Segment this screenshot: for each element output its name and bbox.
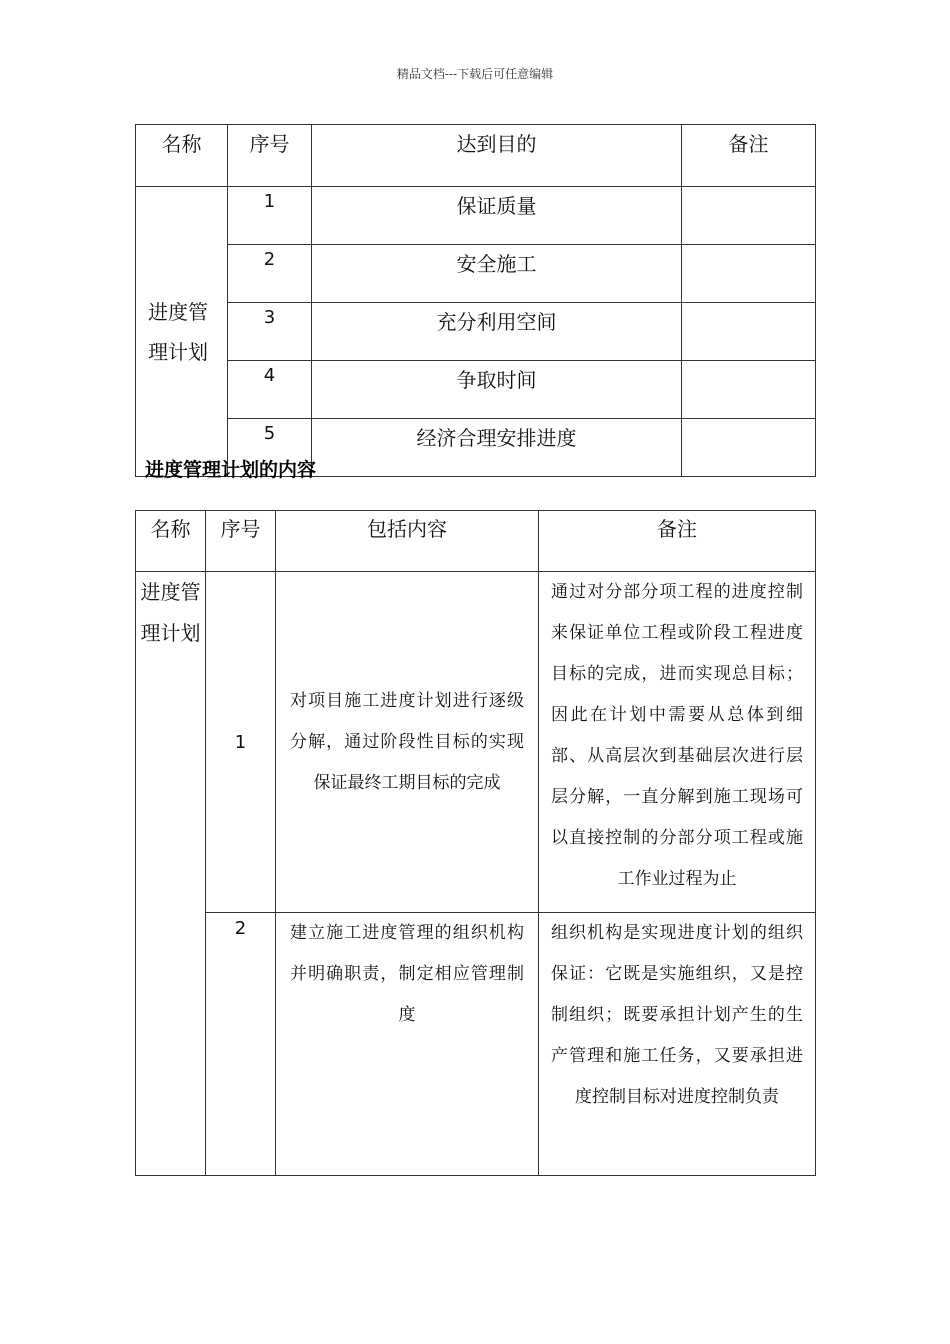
table-header-row	[136, 511, 816, 572]
row-num: 5	[228, 419, 312, 477]
plan-name-cell: 进度管理计划	[136, 572, 206, 1176]
table-row	[136, 187, 816, 245]
row-goal: 安全施工	[312, 245, 682, 303]
row-note: 通过对分部分项工程的进度控制来保证单位工程或阶段工程进度目标的完成，进而实现总目标；因此在计划中需要从总体到细部、从高层次到基础层次进行层层分解，一直分解到施工现场可以直接控制的分部分项工程或施工作业过程为止	[539, 572, 816, 913]
row-note	[682, 187, 816, 245]
row-num: 1	[206, 572, 276, 913]
row-note	[682, 361, 816, 419]
row-num: 1	[228, 187, 312, 245]
goals-table	[135, 124, 816, 477]
row-note	[682, 419, 816, 477]
row-note: 组织机构是实现进度计划的组织保证：它既是实施组织，又是控制组织；既要承担计划产生的生产管理和施工任务，又要承担进度控制目标对进度控制负责	[539, 913, 816, 1176]
row-num: 3	[228, 303, 312, 361]
header-name: 名称	[136, 125, 228, 187]
contents-table	[135, 510, 816, 1176]
row-goal: 保证质量	[312, 187, 682, 245]
table-row	[136, 303, 816, 361]
header-num: 序号	[206, 511, 276, 572]
row-content: 建立施工进度管理的组织机构并明确职责，制定相应管理制度	[276, 913, 539, 1176]
table-row	[136, 572, 816, 913]
row-note	[682, 303, 816, 361]
row-content: 对项目施工进度计划进行逐级分解，通过阶段性目标的实现保证最终工期目标的完成	[276, 572, 539, 913]
header-content: 包括内容	[276, 511, 539, 572]
header-note: 备注	[682, 125, 816, 187]
row-num: 2	[206, 913, 276, 1176]
row-note	[682, 245, 816, 303]
section-title: 进度管理计划的内容	[145, 459, 317, 481]
table-row	[136, 913, 816, 1176]
header-note: 备注	[539, 511, 816, 572]
table-row	[136, 245, 816, 303]
header-goal: 达到目的	[312, 125, 682, 187]
page-header: 精品文档---下载后可任意编辑	[396, 67, 554, 81]
header-num: 序号	[228, 125, 312, 187]
row-num: 4	[228, 361, 312, 419]
header-name: 名称	[136, 511, 206, 572]
plan-name-cell: 进度管理计划	[136, 187, 228, 477]
row-goal: 经济合理安排进度	[312, 419, 682, 477]
table-row	[136, 361, 816, 419]
row-num: 2	[228, 245, 312, 303]
table-header-row	[136, 125, 816, 187]
row-goal: 充分利用空间	[312, 303, 682, 361]
row-goal: 争取时间	[312, 361, 682, 419]
